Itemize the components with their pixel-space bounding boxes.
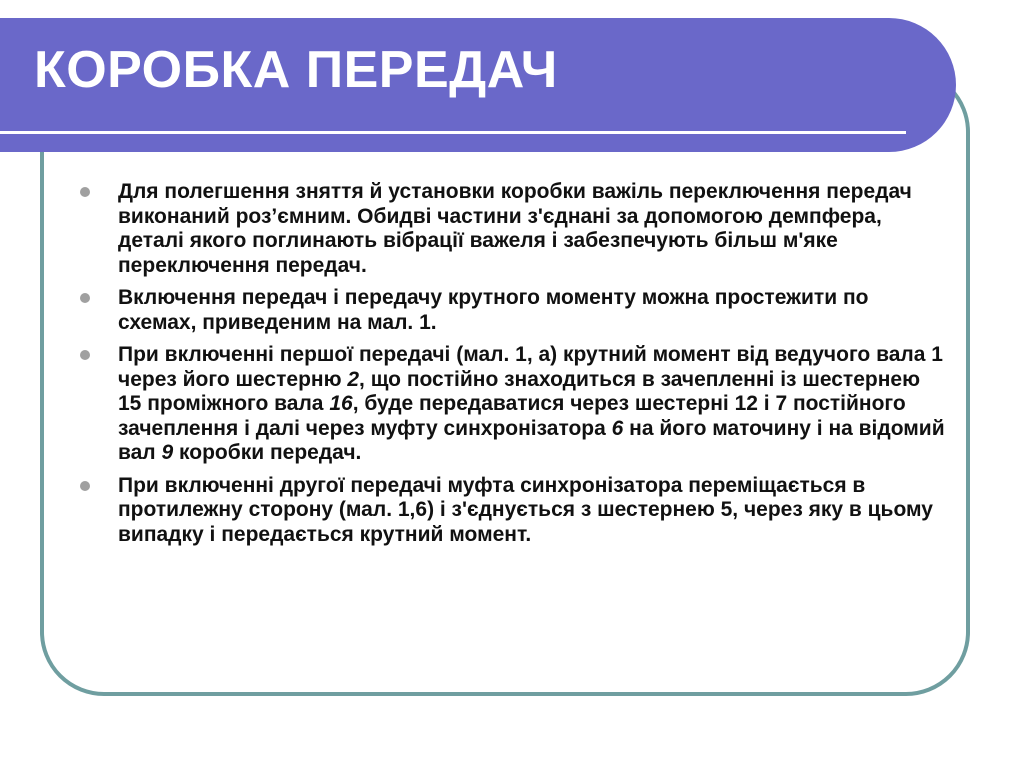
bullet-text: Для полегшення зняття й установки коробки важіль переключення передач виконаний роз’ємним. Обидві частини з'єднані за допомогою демпфера, деталі якого поглинають вібрації важеля і забезпечують більш м'яке переключення передач.: [118, 180, 912, 277]
shaft-reference: 16: [329, 392, 353, 415]
shaft-reference: 9: [161, 441, 174, 464]
bullet-item: [76, 474, 946, 548]
bullet-item: [76, 343, 946, 466]
bullet-text: При включенні другої передачі муфта синхронізатора переміщається в протилежну сторону (мал. 1,6) і з'єднується з шестернею 5, через яку в цьому випадку і передається крутний момент.: [118, 473, 933, 546]
bullet-item: [76, 180, 946, 278]
bullet-dot-icon: [80, 293, 90, 303]
bullet-dot-icon: [80, 187, 90, 197]
title-underline: [0, 131, 906, 134]
text-segment: , що постійно знаходиться в зачепленні із шестернею 15 проміжного вала: [118, 367, 920, 415]
slide-title: КОРОБКА ПЕРЕДАЧ: [34, 41, 558, 99]
synchronizer-reference: 6: [611, 416, 624, 440]
bullet-dot-icon: [80, 481, 90, 491]
text-segment: на його маточину і на відомий вал: [118, 416, 945, 464]
text-segment: , буде передаватися через шестерні 12 і 7 постійного зачеплення і далі через муфту синхронізатора: [118, 392, 906, 440]
bullet-text: Включення передач і передачу крутного моменту можна простежити по схемах, приведеним на мал. 1.: [118, 286, 869, 334]
text-segment: коробки передач.: [173, 441, 362, 464]
text-segment: При включенні першої передачі (мал. 1, а) крутний момент від ведучого вала 1 через його шестерню: [118, 343, 943, 391]
bullet-dot-icon: [80, 350, 90, 360]
bullet-list: [76, 180, 946, 555]
bullet-text: [118, 343, 945, 464]
gear-reference: 2: [347, 367, 360, 391]
bullet-item: [76, 286, 946, 335]
